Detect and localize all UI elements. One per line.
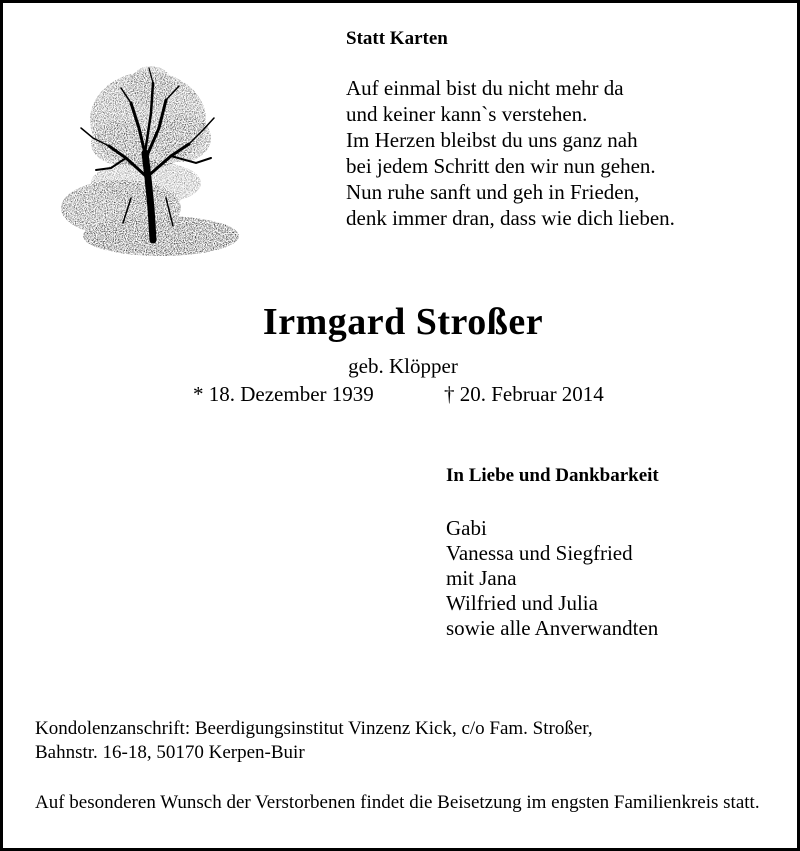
- poem-line: bei jedem Schritt den wir nun gehen.: [346, 154, 656, 178]
- mourner-entry: Vanessa und Siegfried: [446, 541, 633, 565]
- header-label: Statt Karten: [346, 28, 448, 49]
- mourner-entry: mit Jana: [446, 566, 517, 590]
- maiden-name: geb. Klöpper: [348, 354, 458, 378]
- poem-line: denk immer dran, dass wie dich lieben.: [346, 206, 675, 230]
- mourners-list: [446, 516, 658, 641]
- condolence-address: [35, 717, 593, 765]
- death-date: † 20. Februar 2014: [444, 382, 604, 406]
- burial-note: Auf besonderen Wunsch der Verstorbenen findet die Beisetzung im engsten Familienkreis statt.: [35, 792, 760, 813]
- poem-line: Auf einmal bist du nicht mehr da: [346, 76, 624, 100]
- mourner-entry: Wilfried und Julia: [446, 591, 598, 615]
- deceased-name: Irmgard Stroßer: [262, 301, 544, 343]
- poem-line: Nun ruhe sanft und geh in Frieden,: [346, 180, 640, 204]
- mourner-entry: sowie alle Anverwandten: [446, 616, 659, 640]
- birth-date: * 18. Dezember 1939: [193, 382, 374, 406]
- address-line: Bahnstr. 16-18, 50170 Kerpen-Buir: [35, 742, 305, 763]
- mourner-entry: Gabi: [446, 516, 487, 540]
- poem: [346, 75, 675, 231]
- poem-line: Im Herzen bleibst du uns ganz nah: [346, 128, 638, 152]
- closing-line: In Liebe und Dankbarkeit: [446, 465, 659, 486]
- address-line: Kondolenzanschrift: Beerdigungsinstitut Vinzenz Kick, c/o Fam. Stroßer,: [35, 718, 593, 739]
- tree-illustration: [51, 58, 241, 263]
- poem-line: und keiner kann`s verstehen.: [346, 102, 588, 126]
